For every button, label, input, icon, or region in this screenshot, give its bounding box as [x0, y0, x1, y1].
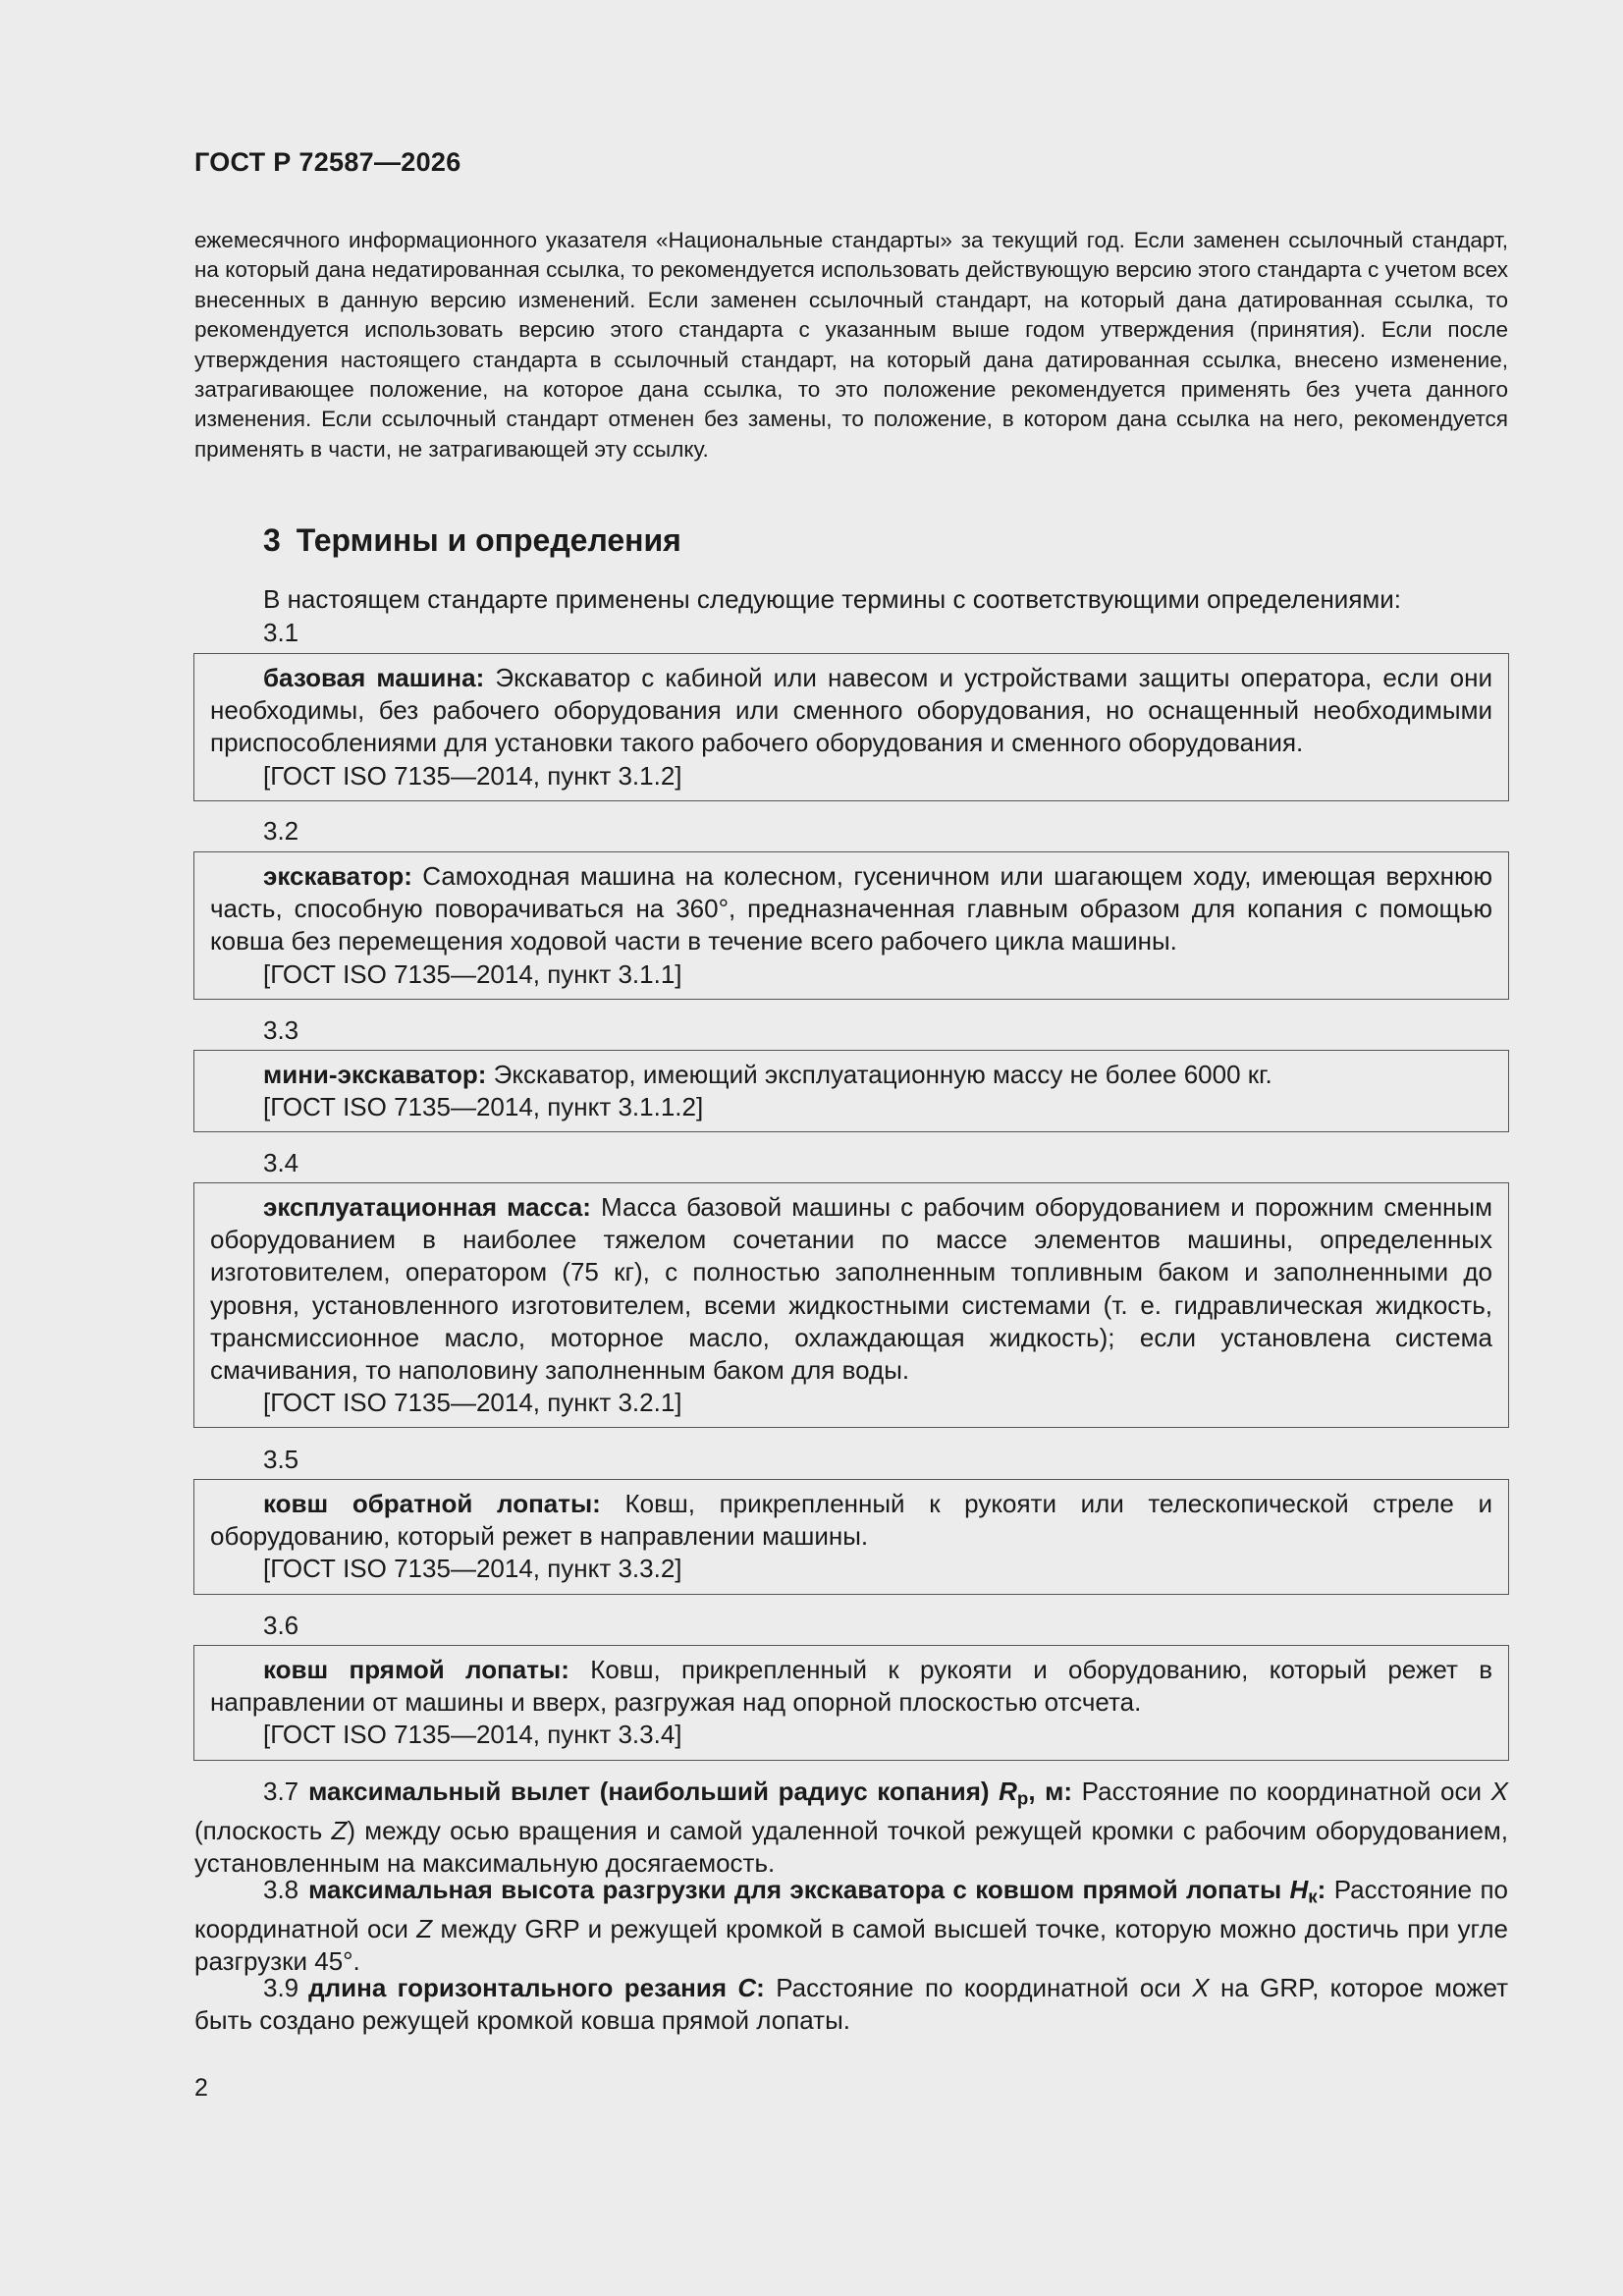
term-text: Ковш, прикрепленный к рукояти или телескопической стреле и оборудованию, который режет в направлении машины.: [210, 1489, 1492, 1552]
term-definition: [210, 1191, 1492, 1387]
term-symbol: R: [999, 1777, 1017, 1806]
term-unit: :: [756, 1973, 765, 2002]
term-text: между GRP и режущей кромкой в самой высшей точке, которую можно достичь при угле разгрузки 45°.: [194, 1913, 1509, 1977]
term-box: [193, 851, 1509, 1000]
term-definition: [210, 1488, 1492, 1553]
term-definition: [210, 662, 1492, 760]
term-box: [193, 1479, 1509, 1595]
term-text: Самоходная машина на колесном, гусеничном или шагающем ходу, имеющая верхнюю часть, способную поворачиваться на 360°, предназначенная главным образом для копания с помощью ковша без перемещения ходовой части в течение всего рабочего цикла машины.: [210, 861, 1492, 957]
term-paragraph: [194, 1776, 1508, 1880]
term-source: [ГОСТ ISO 7135—2014, пункт 3.1.1]: [263, 958, 682, 989]
term-number: 3.9: [263, 1973, 299, 2002]
term-definition: [210, 1654, 1492, 1719]
term-number: 3.6: [263, 1611, 299, 1640]
section-title: [263, 522, 681, 559]
term-text: Расстояние по координатной оси: [194, 1875, 1508, 1943]
axis-symbol: Z: [331, 1815, 348, 1845]
term-number: 3.8: [263, 1875, 299, 1904]
term-symbol-sub: к: [1308, 1886, 1318, 1907]
term-text: (плоскость: [194, 1815, 323, 1845]
term-name: базовая машина:: [263, 663, 485, 692]
term-text: Ковш, прикрепленный к рукояти и оборудованию, который режет в направлении от машины и вверх, разгружая над опорной плоскостью отсчета.: [210, 1655, 1493, 1718]
term-source: [ГОСТ ISO 7135—2014, пункт 3.2.1]: [263, 1388, 682, 1418]
term-box: [193, 1182, 1509, 1428]
axis-symbol: X: [1490, 1777, 1508, 1806]
term-symbol: H: [1289, 1875, 1309, 1904]
term-definition: [210, 1059, 1492, 1091]
term-name: эксплуатационная масса:: [263, 1192, 591, 1222]
term-name: мини-экскаватор:: [263, 1060, 487, 1089]
term-number: 3.7: [263, 1777, 299, 1806]
term-number: 3.2: [263, 816, 299, 846]
page-number: 2: [194, 2074, 208, 2102]
term-box: [193, 1050, 1509, 1132]
term-source: [ГОСТ ISO 7135—2014, пункт 3.3.4]: [263, 1720, 682, 1750]
term-name: максимальная высота разгрузки для экскаватора с ковшом прямой лопаты: [308, 1875, 1282, 1904]
term-symbol-sub: р: [1016, 1787, 1029, 1809]
term-name: максимальный вылет (наибольший радиус копания): [308, 1777, 990, 1806]
term-name: ковш обратной лопаты:: [263, 1489, 601, 1518]
section-title-text: Термины и определения: [296, 522, 681, 558]
term-box: [193, 1645, 1509, 1761]
term-text: Расстояние по координатной оси: [1081, 1777, 1483, 1806]
term-text: на GRP, которое может быть создано режущей кромкой ковша прямой лопаты.: [194, 1973, 1508, 2036]
term-unit: :: [1317, 1875, 1326, 1904]
term-number: 3.1: [263, 618, 299, 647]
term-text: Экскаватор, имеющий эксплуатационную массу не более 6000 кг.: [493, 1060, 1272, 1089]
term-paragraph: [194, 1972, 1508, 2037]
term-number: 3.3: [263, 1015, 299, 1045]
term-number: 3.4: [263, 1148, 299, 1177]
term-name: длина горизонтального резания: [308, 1973, 728, 2002]
axis-symbol: X: [1192, 1973, 1210, 2002]
term-text: Масса базовой машины с рабочим оборудованием и порожним сменным оборудованием в наиболее тяжелом сочетании по массе элементов машины, определенных изготовителем, оператором (75 кг), с полностью заполненным топливным баком и заполненными до уровня, установленного изготовителем, всеми жидкостными системами (т. е. гидравлическая жидкость, трансмиссионное масло, моторное масло, охлаждающая жидкость); если установлена система смачивания, то наполовину заполненным баком для воды.: [210, 1192, 1492, 1386]
term-name: ковш прямой лопаты:: [263, 1655, 569, 1684]
term-text: ) между осью вращения и самой удаленной точкой режущей кромки с рабочим оборудованием, установленным на максимальную досягаемость.: [194, 1815, 1508, 1879]
term-definition: [210, 860, 1492, 958]
term-text: Расстояние по координатной оси: [776, 1973, 1181, 2002]
term-number: 3.5: [263, 1445, 299, 1474]
axis-symbol: Z: [416, 1913, 433, 1943]
term-symbol: C: [737, 1973, 757, 2002]
section-lead: В настоящем стандарте применены следующие термины с соответствующими определениями:: [263, 584, 1402, 614]
term-paragraph: [194, 1874, 1508, 1978]
term-source: [ГОСТ ISO 7135—2014, пункт 3.1.2]: [263, 760, 682, 791]
term-unit: , м:: [1028, 1777, 1073, 1806]
term-box: [193, 653, 1509, 801]
document-header: ГОСТ Р 72587—2026: [194, 147, 461, 177]
term-name: экскаватор:: [263, 861, 412, 891]
term-source: [ГОСТ ISO 7135—2014, пункт 3.3.2]: [263, 1554, 682, 1584]
intro-paragraph: ежемесячного информационного указателя «Национальные стандарты» за текущий год. Если заменен ссылочный стандарт, на который дана недатированная ссылка, то рекомендуется использовать действующую версию этого стандарта с учетом всех внесенных в данную версию изменений. Если заменен ссылочный стандарт, на который дана датированная ссылка, то рекомендуется использовать версию этого стандарта с указанным выше годом утверждения (принятия). Если после утверждения настоящего стандарта в ссылочный стандарт, на который дана датированная ссылка, внесено изменение, затрагивающее положение, на которое дана ссылка, то это положение рекомендуется применять без учета данного изменения. Если ссылочный стандарт отменен без замены, то положение, в котором дана ссылка на него, рекомендуется применять в части, не затрагивающей эту ссылку.: [194, 228, 1508, 462]
term-source: [ГОСТ ISO 7135—2014, пункт 3.1.1.2]: [263, 1092, 704, 1122]
term-text: Экскаватор с кабиной или навесом и устройствами защиты оператора, если они необходимы, без рабочего оборудования или сменного оборудования, но оснащенный необходимыми приспособлениями для установки такого рабочего оборудования и сменного оборудования.: [210, 663, 1492, 758]
section-number: 3: [263, 522, 281, 558]
